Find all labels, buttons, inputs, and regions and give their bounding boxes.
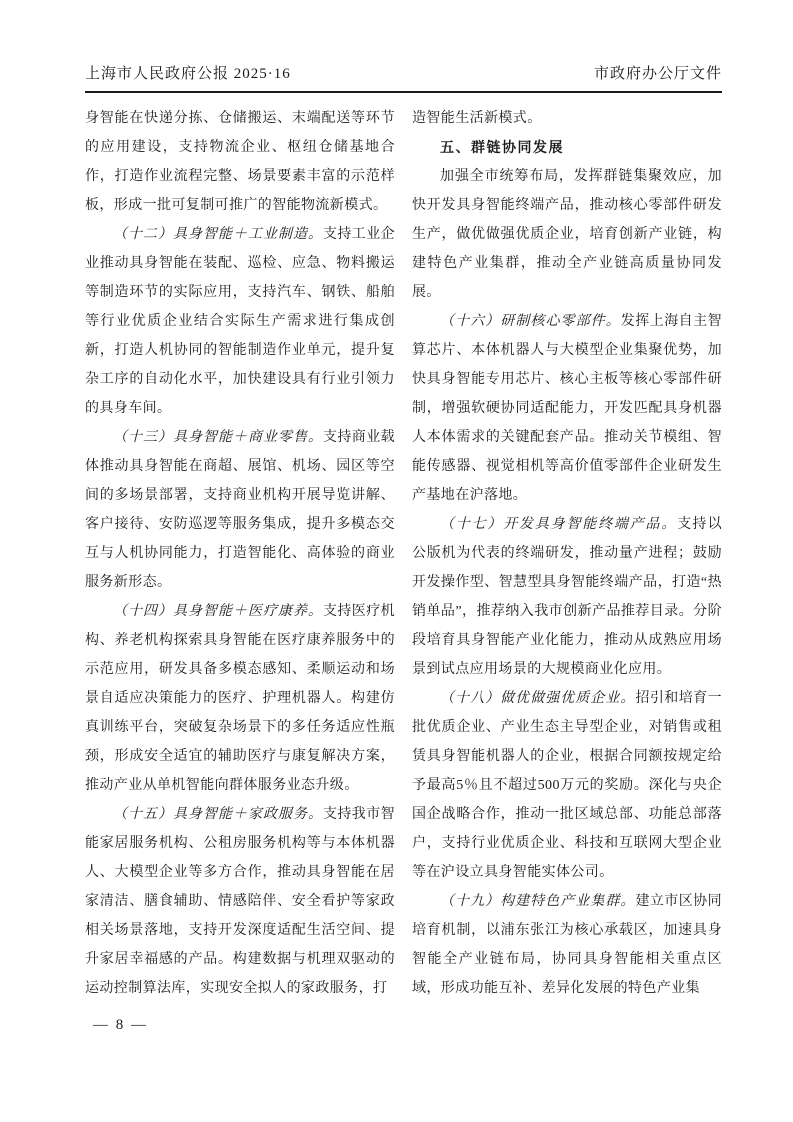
paragraph-item-13-retail: [85, 423, 395, 597]
paragraph-continuation-logistics: [85, 104, 395, 220]
item-19-body: 建立市区协同培育机制，以浦东张江为核心承载区，加速具身智能全产业链布局，协同具身智能相关重点区域，形成功能互补、差异化发展的特色产业集: [412, 894, 723, 996]
section-heading-5: 五、群链协同发展: [440, 139, 564, 155]
item-14-lead: （十四）具身智能＋医疗康养。: [113, 604, 323, 619]
paragraph-item-18-enterprises: [412, 684, 722, 887]
item-18-lead: （十八）做优做强优质企业。: [440, 691, 636, 706]
item-15-body: 支持我市智能家居服务机构、公租房服务机构等与本体机器人、大模型企业等多方合作，推动具身智能在居家清洁、膳食辅助、情感陪伴、安全看护等家政相关场景落地，支持开发深度适配生活空间、提升家居幸福感的产品。构建数据与机理双驱动的运动控制算法库，实现安全拟人的家政服务，打: [85, 807, 395, 996]
item-17-body: 支持以公版机为代表的终端研发，推动量产进程；鼓励开发操作型、智慧型具身智能终端产品，打造“热销单品”，推荐纳入我市创新产品推荐目录。分阶段培育具身智能产业化能力，推动从成熟应用场景到试点应用场景的大规模商业化应用。: [412, 517, 723, 677]
item-14-body: 支持医疗机构、养老机构探索具身智能在医疗康养服务中的示范应用，研发具备多模态感知、柔顺运动和场景自适应决策能力的医疗、护理机器人。构建仿真训练平台，突破复杂场景下的多任务适应性瓶颈，形成安全适宜的辅助医疗与康复解决方案，推动产业从单机智能向群体服务业态升级。: [85, 604, 395, 793]
paragraph-item-14-medical: [85, 597, 395, 800]
item-12-body: 支持工业企业推动具身智能在装配、巡检、应急、物料搬运等制造环节的实际应用，支持汽车、钢铁、船舶等行业优质企业结合实际生产需求进行集成创新，打造人机协同的智能制造作业单元，提升复杂工序的自动化水平，加快建设具有行业引领力的具身车间。: [85, 227, 395, 416]
item-16-body: 发挥上海自主智算芯片、本体机器人与大模型企业集聚优势，加快具身智能专用芯片、核心主板等核心零部件研制，增强软硬协同适配能力，开发匹配具身机器人本体需求的关键配套产品。推动关节模组、智能传感器、视觉相机等高价值零部件企业研发生产基地在沪落地。: [412, 314, 722, 503]
header-divider: [85, 91, 722, 93]
header-document-category: 市政府办公厅文件: [593, 66, 722, 82]
paragraph-item-17-terminal-products: [412, 510, 722, 684]
header-gazette-title: 上海市人民政府公报 2025·16: [85, 66, 291, 82]
item-12-lead: （十二）具身智能＋工业制造。: [113, 227, 323, 242]
item-18-body: 招引和培育一批优质企业、产业生态主导型企业，对销售或租赁具身智能机器人的企业，根据合同额按规定给予最高5％且不超过500万元的奖励。深化与央企国企战略合作，推动一批区域总部、功能总部落户，支持行业优质企业、科技和互联网大型企业等在沪设立具身智能实体公司。: [412, 691, 723, 880]
page-body: [85, 104, 722, 1003]
item-16-lead: （十六）研制核心零部件。: [440, 314, 621, 329]
item-13-lead: （十三）具身智能＋商业零售。: [113, 430, 323, 445]
right-column: [412, 104, 722, 1003]
page-number: — 8 —: [93, 1017, 148, 1033]
page-header: [85, 62, 722, 83]
item-19-lead: （十九）构建特色产业集群。: [440, 894, 636, 909]
paragraph-body: 造智能生活新模式。: [412, 111, 542, 126]
item-13-body: 支持商业载体推动具身智能在商超、展馆、机场、园区等空间的多场景部署，支持商业机构开展导览讲解、客户接待、安防巡逻等服务集成，提升多模态交互与人机协同能力，打造智能化、高体验的商业服务新形态。: [85, 430, 395, 590]
paragraph-continuation-lifestyle: [412, 104, 722, 133]
paragraph-item-19-clusters: [412, 887, 722, 1003]
item-15-lead: （十五）具身智能＋家政服务。: [113, 807, 323, 822]
left-column: [85, 104, 395, 1003]
paragraph-item-16-components: [412, 307, 722, 510]
item-17-lead: （十七）开发具身智能终端产品。: [440, 517, 678, 532]
section-5-intro-body: 加强全市统筹布局，发挥群链集聚效应，加快开发具身智能终端产品，推动核心零部件研发生产，做优做强优质企业，培育创新产业链，构建特色产业集群，推动全产业链高质量协同发展。: [412, 169, 722, 300]
paragraph-item-12-industrial: [85, 220, 395, 423]
paragraph-section-5-intro: [412, 162, 722, 307]
paragraph-body: 身智能在快递分拣、仓储搬运、末端配送等环节的应用建设，支持物流企业、枢纽仓储基地合作，打造作业流程完整、场景要素丰富的示范样板，形成一批可复制可推广的智能物流新模式。: [85, 111, 395, 213]
paragraph-item-15-housekeeping: [85, 800, 395, 1003]
